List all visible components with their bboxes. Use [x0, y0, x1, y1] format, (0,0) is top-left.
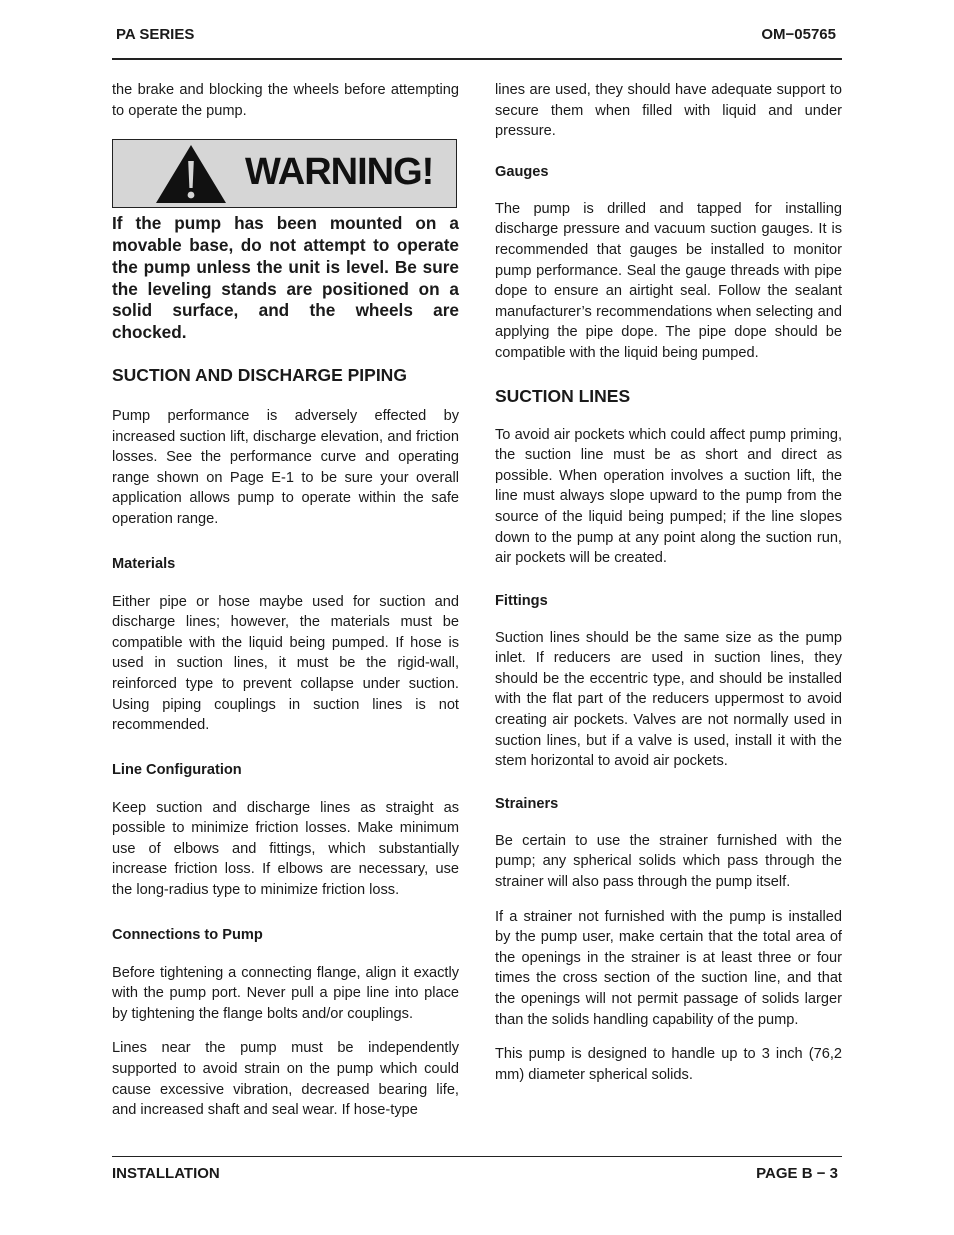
strainers-paragraph-2: If a strainer not furnished with the pump is installed by the pump user, make certain that the total area of the openings in the strainer is at least three or four times the cross section of the suction line, and that the openings will not permit passage of solids larger than the solids handling capability of the pump.	[495, 908, 842, 1028]
left-column	[112, 80, 459, 1121]
subheading-materials: Materials	[112, 555, 176, 572]
footer-section: INSTALLATION	[112, 1165, 220, 1182]
section-paragraph: Pump performance is adversely effected by increased suction lift, discharge elevation, and friction losses. See the performance curve and operating range shown on Page E-1 to be sure your overall application allows pump to operate within the safe operation range.	[112, 407, 459, 527]
header-doc-number: OM−05765	[761, 26, 836, 43]
footer-page-number: PAGE B − 3	[756, 1165, 838, 1182]
fittings-paragraph: Suction lines should be the same size as the pump inlet. If reducers are used in suction lines, they should be the eccentric type, and should be installed with the flat part of the reducers uppermost to avoid creating air pockets. Valves are not normally used in suction lines, but if a valve is used, install it with the stem horizontal to avoid air pockets.	[495, 629, 842, 770]
footer-rule	[112, 1156, 842, 1157]
suction-lines-paragraph: To avoid air pockets which could affect pump priming, the suction line must be as short and direct as possible. When operation involves a suction lift, the line must always slope upward to the pump from the source of the liquid being pumped; if the line slopes down to the pump at any point along the suction run, air pockets will be created.	[495, 426, 842, 567]
subheading-strainers: Strainers	[495, 795, 559, 812]
header-series: PA SERIES	[116, 26, 195, 43]
warning-banner	[112, 139, 457, 208]
connections-paragraph-1: Before tightening a connecting flange, align it exactly with the pump port. Never pull a pipe line into place by tightening the flange bolts and/or couplings.	[112, 964, 459, 1022]
subheading-line-configuration: Line Configuration	[112, 761, 242, 778]
materials-paragraph: Either pipe or hose maybe used for suction and discharge lines; however, the materials must be compatible with the liquid being pumped. If hose is used in suction lines, it must be the rigid-wall, reinforced type to prevent collapse under suction. Using piping couplings in suction lines is not recommended.	[112, 593, 459, 734]
subheading-connections: Connections to Pump	[112, 926, 263, 943]
subheading-gauges: Gauges	[495, 163, 549, 180]
warning-label: WARNING!	[245, 151, 434, 194]
right-column	[495, 80, 842, 1085]
strainers-paragraph-3: This pump is designed to handle up to 3 inch (76,2 mm) diameter spherical solids.	[495, 1046, 842, 1083]
warning-triangle-icon	[153, 143, 229, 205]
section-title-suction-lines: SUCTION LINES	[495, 385, 631, 406]
connections-paragraph-2: Lines near the pump must be independently supported to avoid strain on the pump which could cause excessive vibration, decreased bearing life, and increased shaft and seal wear. If hose-type	[112, 1040, 459, 1119]
intro-text: the brake and blocking the wheels before attempting to operate the pump.	[112, 82, 459, 119]
section-title-suction-discharge: SUCTION AND DISCHARGE PIPING	[112, 364, 407, 385]
header-rule	[112, 58, 842, 60]
subheading-fittings: Fittings	[495, 592, 548, 609]
strainers-paragraph-1: Be certain to use the strainer furnished with the pump; any spherical solids which pass through the strainer will also pass through the pump itself.	[495, 832, 842, 891]
line-configuration-paragraph: Keep suction and discharge lines as straight as possible to minimize friction losses. Make minimum use of elbows and fittings, which substantially increase friction loss. If elbows are necessary, use the long-radius type to minimize friction loss.	[112, 799, 459, 899]
continued-paragraph: lines are used, they should have adequate support to secure them when filled with liquid and under pressure.	[495, 82, 842, 140]
warning-body: If the pump has been mounted on a movable base, do not attempt to operate the pump unless the unit is level. Be sure the leveling stands are positioned on a solid surface, and the wheels are chocked.	[112, 213, 459, 343]
gauges-paragraph: The pump is drilled and tapped for installing discharge pressure and vacuum suction gauges. It is recommended that gauges be installed to monitor pump performance. Seal the gauge threads with pipe dope to ensure an airtight seal. Follow the sealant manufacturer’s recommendations when selecting and applying the pipe dope. The pipe dope should be compatible with the liquid being pumped.	[495, 200, 842, 361]
